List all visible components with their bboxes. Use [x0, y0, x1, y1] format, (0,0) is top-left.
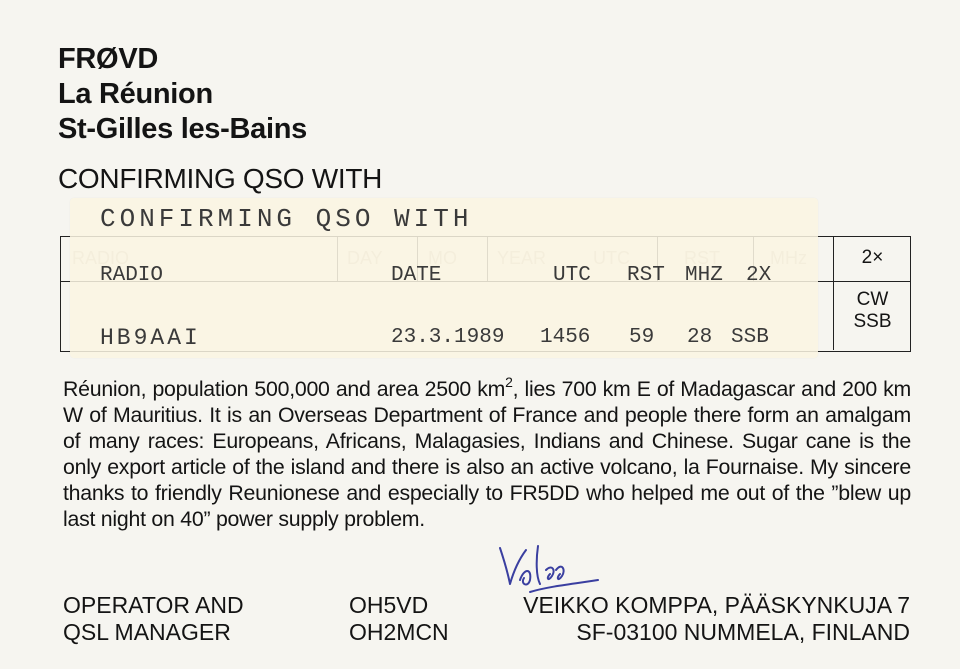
label-value-mhz: 28 [687, 326, 713, 349]
label-value-radio: HB9AAI [100, 325, 201, 351]
mode-options [834, 289, 911, 333]
description-text-rest: , lies 700 km E of Madagascar and 200 km W of Mauritius. It is an Overseas Department of France and people there form an amalgam of many races: Europeans, Africans, Malagasies, Indians and Chinese. Sugar cane is the only export article of the island and there is also an active volcano, la Fournaise. My sincere thanks to friendly Reunionese and especially to FR5DD who helped me out of the ”blew up last night on 40” power supply problem. [63, 377, 912, 531]
label-value-date: 23.3.1989 [391, 326, 505, 349]
label-title: CONFIRMING QSO WITH [100, 204, 473, 234]
mode-cw: CW [856, 289, 889, 310]
confirming-heading: CONFIRMING QSO WITH [58, 163, 383, 194]
qsl-manager-role: QSL MANAGER [63, 619, 231, 645]
label-value-utc: 1456 [540, 326, 591, 349]
label-header-mode: 2X [746, 264, 772, 287]
mode-count: 2× [861, 247, 884, 268]
signature-mark [490, 540, 610, 600]
footer-calls [349, 592, 449, 646]
station-location: La Réunion [58, 78, 213, 110]
description-paragraph [63, 376, 911, 532]
superscript: 2 [505, 374, 513, 390]
address-line-1: VEIKKO KOMPPA, PÄÄSKYNKUJA 7 [523, 592, 910, 618]
label-header-rst: RST [627, 264, 665, 287]
label-header-date: DATE [391, 264, 442, 287]
label-value-mode: SSB [731, 326, 769, 349]
label-header-mhz: MHZ [685, 264, 723, 287]
footer-roles [63, 592, 244, 646]
manager-call: OH2MCN [349, 619, 449, 645]
label-header-utc: UTC [553, 264, 591, 287]
station-header [58, 42, 307, 147]
footer-address [523, 592, 910, 646]
address-line-2: SF-03100 NUMMELA, FINLAND [576, 619, 910, 645]
operator-call: OH5VD [349, 592, 429, 618]
description-text-start: Réunion, population 500,000 and area 2500 km [63, 377, 506, 401]
station-town: St-Gilles les-Bains [58, 113, 307, 145]
mode-divider [834, 281, 911, 282]
label-header-radio: RADIO [100, 264, 164, 287]
operator-role: OPERATOR AND [63, 592, 244, 618]
mode-column [833, 237, 911, 350]
mode-ssb: SSB [853, 311, 892, 332]
station-callsign: FRØVD [58, 43, 159, 75]
label-value-rst: 59 [629, 326, 655, 349]
